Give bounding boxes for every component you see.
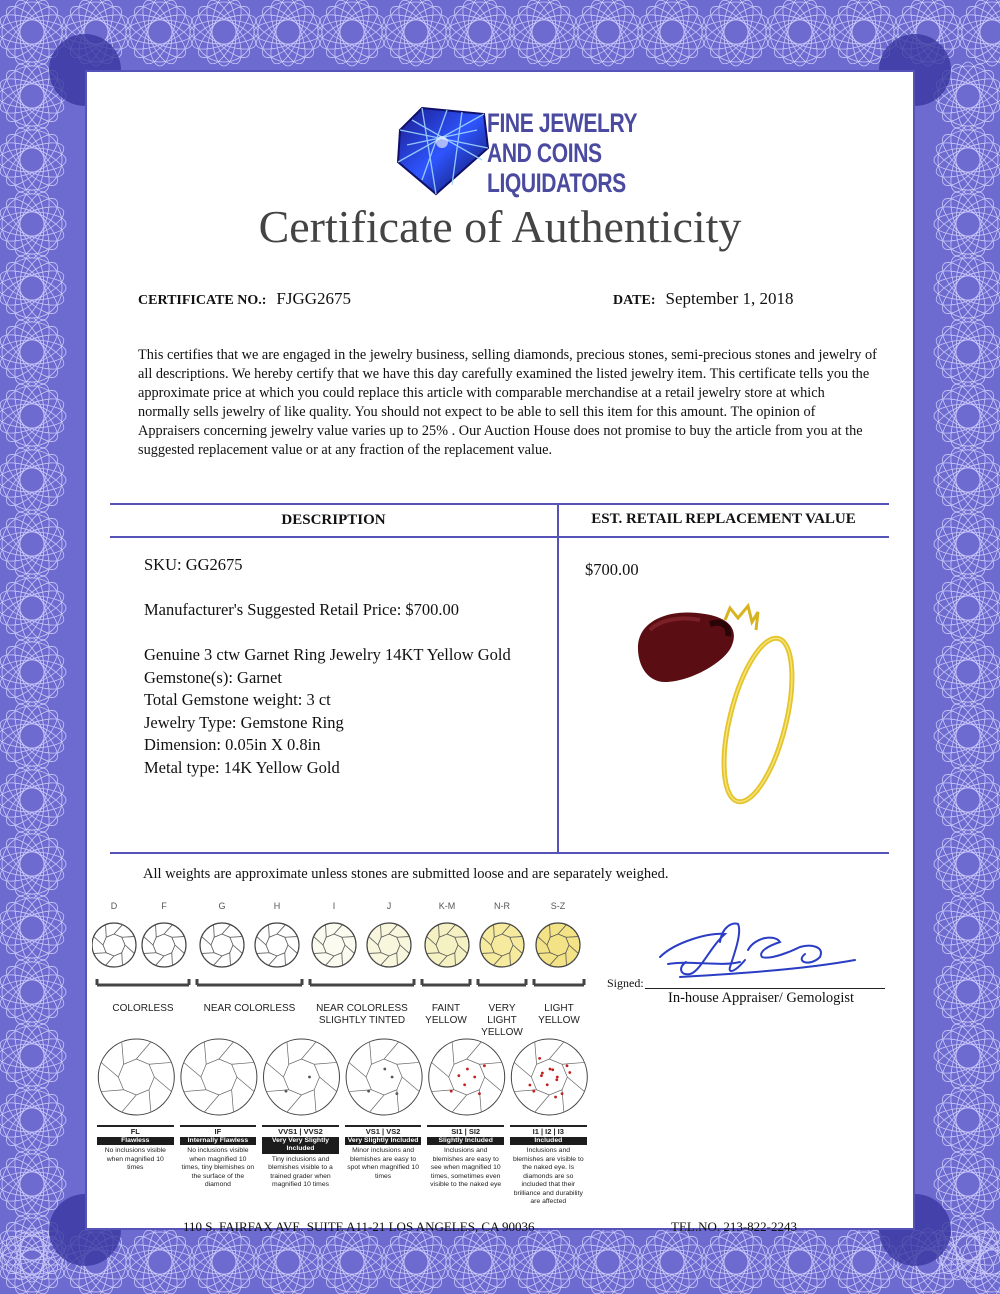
clarity-grade-name: Very Very Slightly Included xyxy=(262,1137,339,1154)
msrp: Manufacturer's Suggested Retail Price: $700.00 xyxy=(144,600,460,619)
color-group-brackets xyxy=(92,977,592,989)
logo-line-3: LIQUIDATORS xyxy=(487,168,626,198)
clarity-grade-diamond xyxy=(511,1039,587,1115)
color-grade-diamond xyxy=(312,923,356,967)
detail-line: Metal type: 14K Yellow Gold xyxy=(144,757,340,777)
garnet-ring-image xyxy=(630,600,810,805)
color-grade-diamond xyxy=(200,923,244,967)
diamond-logo-icon xyxy=(392,100,492,198)
clarity-grade-diamond xyxy=(181,1039,257,1115)
clarity-grade-description: No inclusions visible when magnified 10 times, tiny blemishes on the surface of the diamond xyxy=(181,1147,255,1188)
signature-image xyxy=(650,912,860,987)
table-column-divider xyxy=(557,503,559,853)
clarity-grade-name: Included xyxy=(510,1137,587,1146)
color-grade-letter: N-R xyxy=(494,901,510,911)
color-group-label: FAINT YELLOW xyxy=(425,1003,467,1026)
color-group-label: COLORLESS xyxy=(112,1003,174,1014)
table-bottom-rule xyxy=(110,852,889,854)
color-grade-diamond xyxy=(255,923,299,967)
clarity-grade-description: No inclusions visible when magnified 10 times xyxy=(104,1147,166,1171)
color-group-label: NEAR COLORLESS SLIGHTLY TINTED xyxy=(316,1003,408,1026)
clarity-grade-name: Internally Flawless xyxy=(180,1137,257,1146)
clarity-grade-diamond xyxy=(346,1039,422,1115)
color-grade-diamond xyxy=(142,923,186,967)
signer-title: In-house Appraiser/ Gemologist xyxy=(668,990,855,1006)
detail-line: Dimension: 0.05in X 0.8in xyxy=(144,735,321,754)
clarity-grade-code: VS1 | VS2 xyxy=(365,1127,401,1136)
replacement-value: $700.00 xyxy=(585,560,639,579)
logo-line-2: AND COINS xyxy=(487,138,602,168)
intro-paragraph: This certifies that we are engaged in the jewelry business, selling diamonds, precious stones, semi-precious stones and jewelry of all descriptions. We hereby certify that we have this day carefully examined the listed jewelry item. This certificate tells you the approximate price at which you could replace this article with comparable merchandise at a retail jewelry store at which normally sells jewelry of like quality. You should not expect to be able to sell this item for this amount. The opinion of Appraisers concerning jewelry value varies up to 25% . Our Auction House does not promise to buy the article from you at the suggested replacement value or at any fraction of the replacement value. xyxy=(138,347,877,458)
clarity-grade-column xyxy=(260,1125,341,1190)
footer-address: 110 S. FAIRFAX AVE. SUITE A11-21 LOS ANGELES, CA 90036 xyxy=(183,1219,535,1234)
table-header-rule xyxy=(110,536,889,538)
color-grade-diamond xyxy=(425,923,469,967)
clarity-grade-code: VVS1 | VVS2 xyxy=(278,1127,323,1136)
clarity-grade-description: Tiny inclusions and blemishes visible to a trained grader when magnified 10 times xyxy=(268,1155,333,1188)
color-grade-letter: F xyxy=(161,901,167,911)
color-group-label: LIGHT YELLOW xyxy=(538,1003,580,1026)
color-grade-diamond xyxy=(92,923,136,967)
date-label: DATE: xyxy=(613,293,656,308)
color-grade-letter: H xyxy=(273,901,281,911)
color-group-label: NEAR COLORLESS xyxy=(203,1003,296,1014)
certificate-number-row xyxy=(138,289,351,309)
color-grade-letter: S-Z xyxy=(550,901,566,911)
clarity-grade-code: FL xyxy=(130,1127,140,1136)
detail-line: Total Gemstone weight: 3 ct xyxy=(144,690,331,709)
table-top-rule xyxy=(110,503,889,505)
clarity-grade-name: Very Slightly Included xyxy=(345,1137,422,1146)
date-value: September 1, 2018 xyxy=(665,289,794,308)
clarity-grade-description: Inclusions and blemishes are easy to see when magnified 10 times, sometimes even visible to the naked eye xyxy=(430,1147,502,1188)
value-header: EST. RETAIL REPLACEMENT VALUE xyxy=(591,511,856,527)
clarity-grade-code: SI1 | SI2 xyxy=(451,1127,481,1136)
color-grade-letter: G xyxy=(218,901,226,911)
weights-note: All weights are approximate unless stones are submitted loose and are separately weighed. xyxy=(143,866,669,882)
page-title: Certificate of Authenticity xyxy=(258,201,742,252)
clarity-grade-description: Minor inclusions and blemishes are easy to spot when magnified 10 times xyxy=(347,1147,419,1180)
footer-phone: TEL.NO. 213-822-2243 xyxy=(671,1219,798,1234)
clarity-grade-column xyxy=(95,1125,176,1173)
clarity-grade-chart xyxy=(95,1033,591,1213)
certificate-number-label: CERTIFICATE NO.: xyxy=(138,293,267,308)
signature-line xyxy=(645,988,885,989)
clarity-grade-column xyxy=(425,1125,506,1190)
item-details xyxy=(144,644,511,779)
color-grade-diamond xyxy=(367,923,411,967)
clarity-grade-column xyxy=(343,1125,424,1181)
clarity-grade-column xyxy=(178,1125,259,1190)
color-grade-letter: D xyxy=(110,901,118,911)
color-group-label: VERY LIGHT YELLOW xyxy=(481,1003,523,1038)
clarity-grade-code: I1 | I2 | I3 xyxy=(532,1127,564,1136)
clarity-grade-column xyxy=(508,1125,589,1207)
clarity-grade-name: Slightly Included xyxy=(427,1137,504,1146)
logo-line-1: FINE JEWELRY xyxy=(487,108,638,138)
signed-label: Signed: xyxy=(607,976,644,990)
description-header: DESCRIPTION xyxy=(281,512,386,528)
date-row xyxy=(613,289,793,309)
certificate-number: FJGG2675 xyxy=(276,289,351,308)
detail-line: Gemstone(s): Garnet xyxy=(144,667,282,687)
clarity-grade-diamond xyxy=(429,1039,505,1115)
color-grade-diamond xyxy=(480,923,524,967)
color-grade-letter: K-M xyxy=(438,901,456,911)
sku: SKU: GG2675 xyxy=(144,555,243,574)
detail-line: Genuine 3 ctw Garnet Ring Jewelry 14KT Yellow Gold xyxy=(144,645,511,664)
clarity-grade-description: Inclusions and blemishes are visible to the naked eye. Is diamonds are so included that their brilliance and durability are affected xyxy=(512,1147,584,1205)
clarity-grade-code: IF xyxy=(214,1127,222,1136)
detail-line: Jewelry Type: Gemstone Ring xyxy=(144,712,344,732)
color-grade-chart xyxy=(92,897,592,1037)
clarity-grade-diamond xyxy=(264,1039,340,1115)
clarity-grade-diamond xyxy=(98,1039,174,1115)
color-grade-letter: J xyxy=(386,901,392,911)
color-grade-diamond xyxy=(536,923,580,967)
clarity-grade-name: Flawless xyxy=(97,1137,174,1146)
color-grade-letter: I xyxy=(332,901,336,911)
